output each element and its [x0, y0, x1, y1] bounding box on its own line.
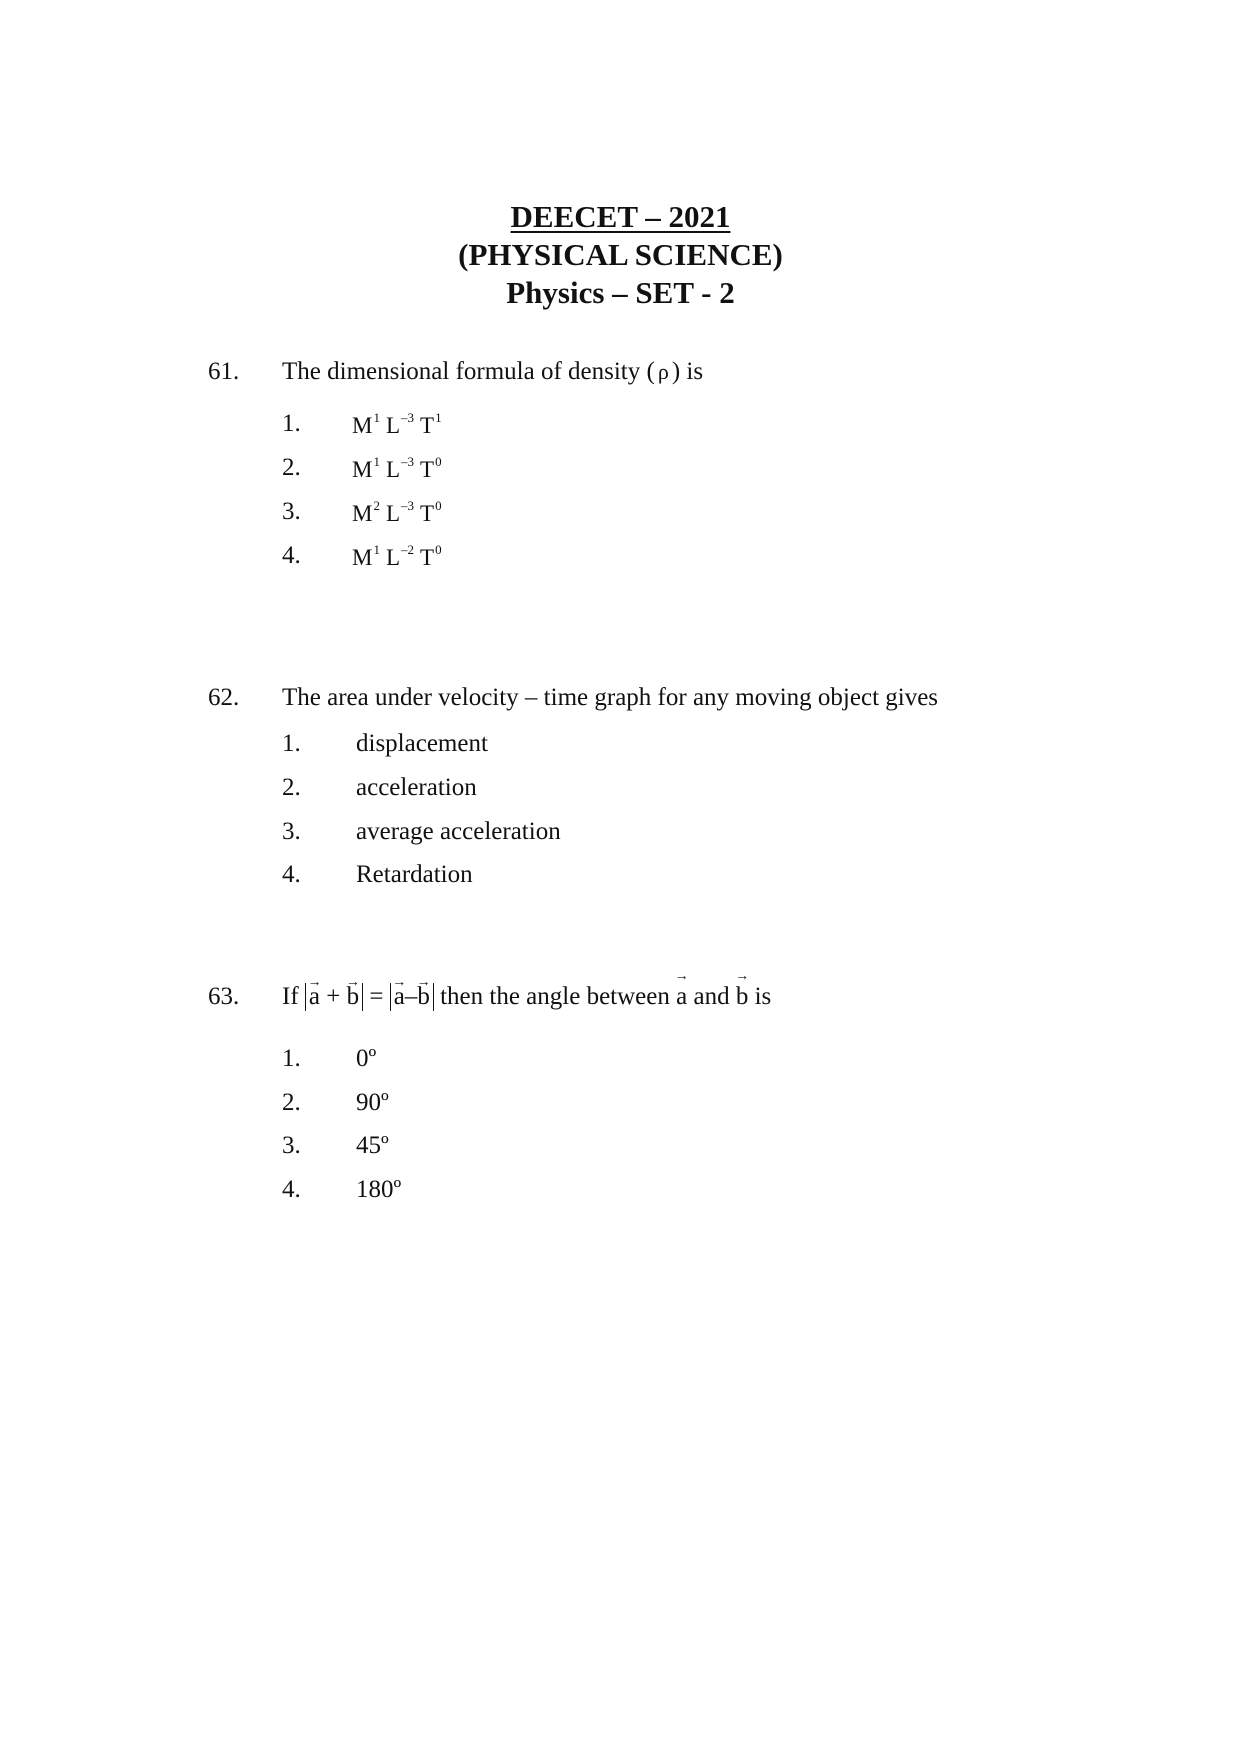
vector-b: → b [736, 983, 749, 1011]
question-number: 61. [208, 358, 240, 385]
question-62: 62. The area under velocity – time graph for any moving object gives 1. displacement 2. acceleration 3. average acceleration 4. Retardation [208, 684, 939, 888]
abs-difference: → a–→ b [390, 983, 434, 1011]
question-61: 61. The dimensional formula of density ( ρ ) is 1. $M^1$ $L^{-3}$ $T^1$ 2. $M^1$ $L^{-3}$ $T^0$ 3. $M^2$ $L^{-3}$ $T^0$ 4. $M^1$ $L^{-2}$ $T^0$ [208, 358, 704, 570]
question-number: 62. [208, 684, 240, 711]
question-text: The area under velocity – time graph for any moving object gives [282, 684, 939, 711]
exam-title: DEECET – 2021 [510, 199, 731, 234]
set-title: Physics – SET - 2 [506, 275, 735, 310]
vector-a: → a [676, 983, 687, 1011]
question-text: The dimensional formula of density ( ρ ) is [282, 358, 704, 385]
question-number: 63. [208, 983, 240, 1010]
subject-title: (PHYSICAL SCIENCE) [458, 237, 783, 272]
rho-symbol: ρ [657, 359, 669, 384]
question-text: If → a + → b = → a–→ b then the angle between → a and → b is [282, 983, 771, 1011]
question-63: 63. If → a + → b = → a–→ b then the angle between → a and → b is 1. 0º 2. 90º 3. 45º 4. 180º [208, 983, 1108, 1023]
abs-sum: → a + → b [305, 983, 363, 1011]
page-header [0, 198, 1241, 312]
